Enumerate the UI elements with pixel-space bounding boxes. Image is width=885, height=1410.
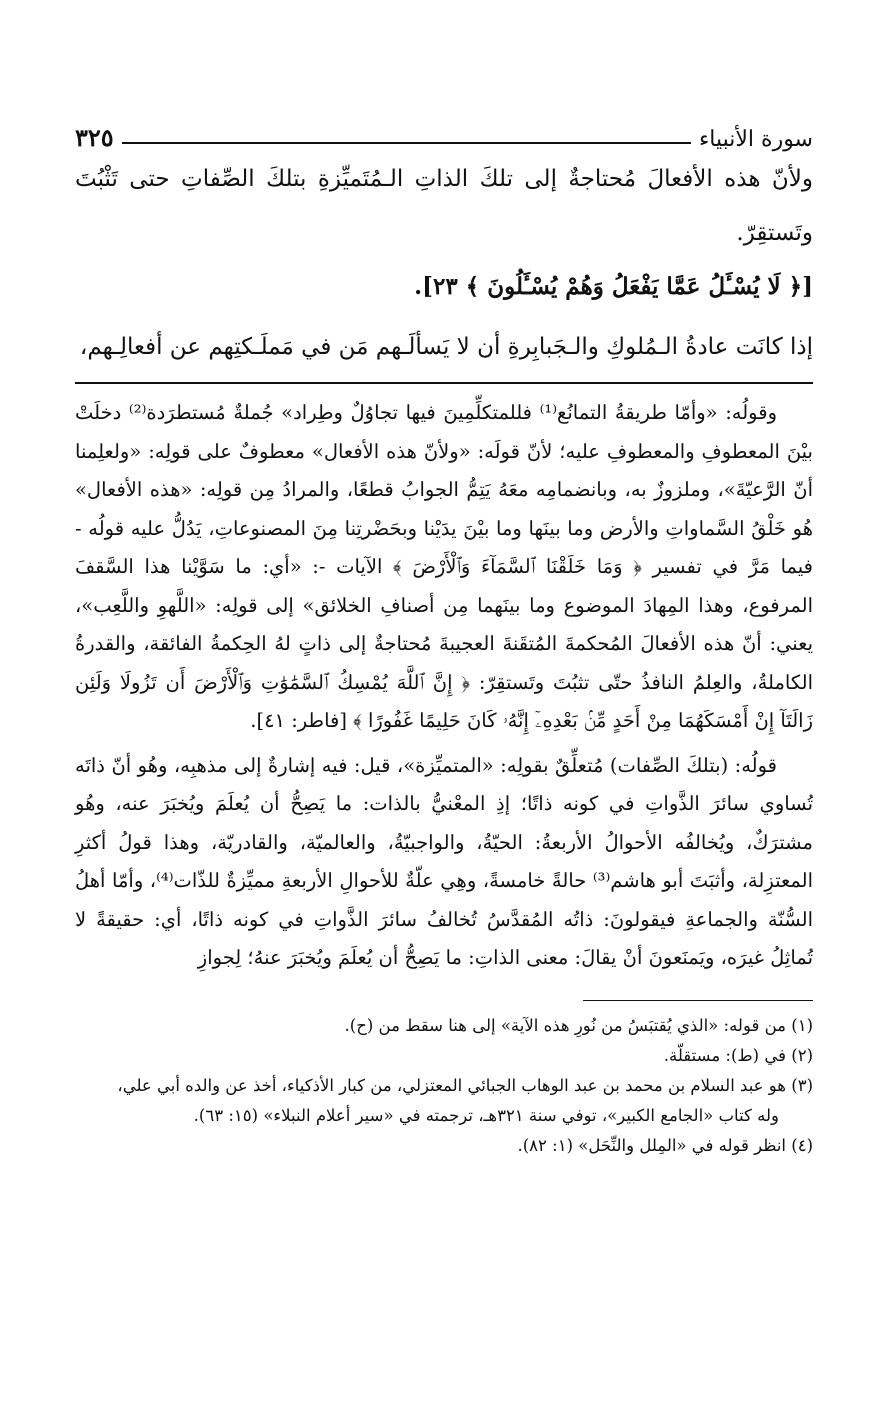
footnote-continuation: وله كتاب «الجامع الكبير»، توفي سنة ٣٢١هـ، ترجمته في «سير أعلام النبلاء» (١٥: ٦٣). xyxy=(193,1105,779,1125)
page-number: ٣٢٥ xyxy=(75,123,114,152)
footnote-rule xyxy=(583,1000,813,1001)
quran-verse: [﴿ لَا يُسْـَٔلُ عَمَّا يَفْعَلُ وَهُمْ يُسْـَٔلُونَ ﴾ ٢٣]. xyxy=(414,273,813,300)
footnote: (١) من قوله: «الذي يُقتبَسُ من نُورِ هذه الآية» إلى هنا سقط من (ح). xyxy=(344,1015,813,1035)
section-divider xyxy=(75,382,813,384)
commentary xyxy=(75,394,813,978)
main-paragraph: إذا كانَت عادةُ الـمُلوكِ والـجَبابِرةِ أن لا يَسألَـهم مَن في مَملَـكتِهم عن أفعالِـهم، xyxy=(79,334,813,360)
footnote: (٤) انظر قوله في «المِلل والنِّحَل» (١: ٨٢). xyxy=(517,1135,813,1155)
footnote: (٢) في (ط): مستقلّة. xyxy=(663,1045,813,1065)
footnotes xyxy=(75,1011,813,1161)
surah-title: سورة الأنبياء xyxy=(698,127,813,152)
main-paragraph: ولأنّ هذه الأفعالَ مُحتاجةٌ إلى تلكَ الذاتِ الـمُتَميِّزةِ بتلكَ الصِّفاتِ حتى تَثْبُتَ وتَستقِرّ. xyxy=(75,166,813,246)
header-rule xyxy=(122,142,691,144)
footnote: (٣) هو عبد السلام بن محمد بن عبد الوهاب الجبائي المعتزلي، من كبار الأذكياء، أخذ عن والده أبي علي، xyxy=(117,1075,813,1095)
main-text xyxy=(75,152,813,374)
running-header xyxy=(75,118,813,152)
commentary-paragraph: قولُه: (بتلكَ الصِّفات) مُتعلِّقٌ بقولِه: «المتميِّزة»، قيل: فيه إشارةٌ إلى مذهبِه، وهُو أنّ ذاتَه تُساوي سائرَ الذَّواتِ في كونه ذاتًا؛ إذِ المعْنيُّ بالذات: ما يَصِحُّ أن يُعلَمَ ويُخبَرَ عنه، وهُو مشترَكٌ، ويُخالفُه الأحوالُ الأربعةُ: الحيّةُ، والواجبيّةُ، والعالميّة، والقادريّة، وهذا قولُ أكثرِ المعتزِلة، وأثبَتَ أبو هاشم⁽³⁾ حالةً خامسةً، وهِي علّةٌ للأحوالِ الأربعةِ مميِّزةٌ للذّات⁽⁴⁾، وأمّا أهلُ السُّنّة والجماعةِ فيقولونَ: ذاتُه المُقدَّسُ تُخالفُ سائرَ الذَّواتِ في كونه ذاتًا، أي: حقيقةً لا تُماثِلُ غيرَه، ويَمنَعونَ أنْ يقالَ: معنى الذاتِ: ما يَصِحُّ أن يُعلَمَ ويُخبَرَ عنهُ؛ لِجوازِ xyxy=(75,753,814,969)
book-page xyxy=(75,118,813,1161)
commentary-paragraph: وقولُه: «وأمّا طريقةُ التمانُع⁽¹⁾ فللمتكلِّمِينَ فيها تجاوُلٌ وطِراد» جُملةٌ مُستطرَدة⁽²⁾ دخلَتْ بيْنَ المعطوفِ والمعطوفِ عليه؛ لأنّ قولَه: «ولأنّ هذه الأفعال» معطوفٌ على قولِه: «ولعلِمنا أنّ الرَّعيّةَ»، وملزوزٌ به، وبانضمامِه معَهُ يَتِمُّ الجوابُ قطعًا، والمرادُ مِن قولِه: «هذه الأفعال» هُو خَلْقُ السَّماواتِ والأرض وما بينَها وما بيْنَ يدَيْنا وبحَضْرتِنا مِنَ المصنوعاتِ، يَدُلُّ عليه قولُه - فيما مَرَّ في تفسير ﴿ وَمَا خَلَقْنَا ٱلسَّمَآءَ وَٱلْأَرْضَ ﴾ الآيات -: «أي: ما سَوَّيْنا هذا السَّقفَ المرفوع، وهذا المِهادَ الموضوع وما بينَهما مِن أصنافِ الخلائق» إلى قولِه: «اللَّهوِ واللَّعِب»، يعني: أنّ هذه الأفعالَ المُحكمةَ المُتقَنةَ العجيبةَ مُحتاجةٌ إلى ذاتٍ لهُ الحِكمةُ الفائقة، والقدرةُ الكاملةُ، والعِلمُ النافذُ حتّى تثبُتَ وتَستقِرّ: ﴿ إِنَّ ٱللَّهَ يُمْسِكُ ٱلسَّمَٰوَٰتِ وَٱلْأَرْضَ أَن تَزُولَا وَلَئِن زَالَتَآ إِنْ أَمْسَكَهُمَا مِنْ أَحَدٍ مِّنۢ بَعْدِهِۦٓ إِنَّهُۥ كَانَ حَلِيمًا غَفُورًا ﴾ [فاطر: ٤١]. xyxy=(75,401,813,732)
